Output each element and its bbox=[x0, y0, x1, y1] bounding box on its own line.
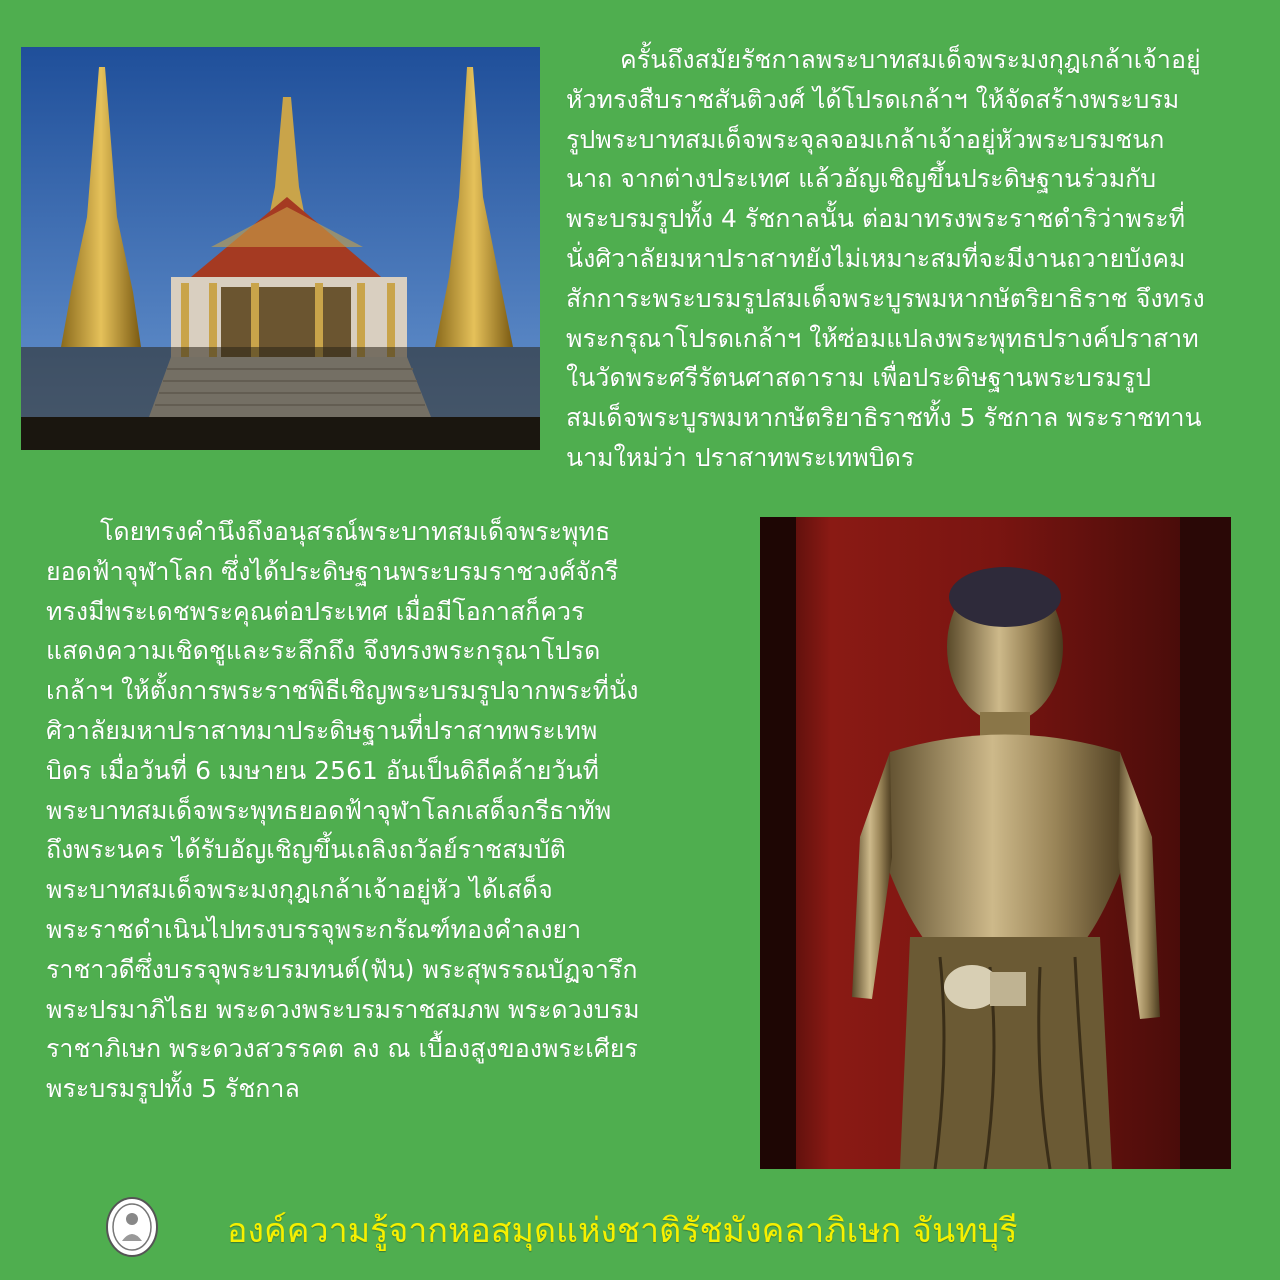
paragraph-line: ทรงมีพระเดชพระคุณต่อประเทศ เมื่อมีโอกาสก็ควร bbox=[46, 596, 585, 626]
paragraph-line: พระบรมรูปทั้ง 4 รัชกาลนั้น ต่อมาทรงพระราชดำริว่าพระที่ bbox=[566, 204, 1186, 234]
paragraph-line: นาถ จากต่างประเทศ แล้วอัญเชิญขึ้นประดิษฐานร่วมกับ bbox=[566, 164, 1157, 194]
paragraph-line: พระราชดำเนินไปทรงบรรจุพระกรัณฑ์ทองคำลงยา bbox=[46, 914, 582, 944]
paragraph-line: สักการะพระบรมรูปสมเด็จพระบูรพมหากษัตริยาธิราช จึงทรง bbox=[566, 283, 1205, 313]
paragraph-line: ถึงพระนคร ได้รับอัญเชิญขึ้นเถลิงถวัลย์ราชสมบัติ bbox=[46, 835, 566, 865]
paragraph-line: ในวัดพระศรีรัตนศาสดาราม เพื่อประดิษฐานพระบรมรูป bbox=[566, 363, 1152, 393]
paragraph-line: สมเด็จพระบูรพมหากษัตริยาธิราชทั้ง 5 รัชกาล พระราชทาน bbox=[566, 403, 1202, 433]
paragraph-line: พระกรุณาโปรดเกล้าฯ ให้ซ่อมแปลงพระพุทธปรางค์ปราสาท bbox=[566, 323, 1199, 353]
statue-illustration bbox=[760, 517, 1231, 1169]
paragraph-line: หัวทรงสืบราชสันติวงศ์ ได้โปรดเกล้าฯ ให้จัดสร้างพระบรม bbox=[566, 84, 1180, 114]
paragraph-line: ราชาวดีซึ่งบรรจุพระบรมทนต์(ฟัน) พระสุพรรณบัฏจารึก bbox=[46, 954, 638, 984]
paragraph-line: พระบาทสมเด็จพระพุทธยอดฟ้าจุฬาโลกเสด็จกรีธาทัพ bbox=[46, 795, 612, 825]
paragraph-line: นามใหม่ว่า ปราสาทพระเทพบิดร bbox=[566, 442, 915, 472]
seal-emblem bbox=[106, 1197, 158, 1257]
history-paragraph-1 bbox=[566, 40, 1256, 478]
library-seal-icon bbox=[106, 1197, 158, 1257]
history-paragraph-2 bbox=[46, 512, 751, 1109]
paragraph-line: ราชาภิเษก พระดวงสวรรคต ลง ณ เบื้องสูงของพระเศียร bbox=[46, 1034, 638, 1064]
paragraph-line: บิดร เมื่อวันที่ 6 เมษายน 2561 อันเป็นดิถีคล้ายวันที่ bbox=[46, 755, 600, 785]
footer-credit: องค์ความรู้จากหอสมุดแห่งชาติรัชมังคลาภิเษก จันทบุรี bbox=[227, 1211, 1018, 1251]
paragraph-line: ครั้นถึงสมัยรัชกาลพระบาทสมเด็จพระมงกุฎเกล้าเจ้าอยู่ bbox=[620, 45, 1201, 74]
statue-photo bbox=[760, 517, 1231, 1169]
paragraph-line: พระบาทสมเด็จพระมงกุฎเกล้าเจ้าอยู่หัว ได้เสด็จ bbox=[46, 875, 553, 905]
paragraph-line: โดยทรงคำนึงถึงอนุสรณ์พระบาทสมเด็จพระพุทธ bbox=[100, 517, 611, 546]
paragraph-line: นั่งศิวาลัยมหาปราสาทยังไม่เหมาะสมที่จะมีงานถวายบังคม bbox=[566, 243, 1186, 273]
paragraph-line: ศิวาลัยมหาปราสาทมาประดิษฐานที่ปราสาทพระเทพ bbox=[46, 715, 598, 745]
paragraph-line: แสดงความเชิดชูและระลึกถึง จึงทรงพระกรุณาโปรด bbox=[46, 636, 601, 666]
paragraph-line: เกล้าฯ ให้ตั้งการพระราชพิธีเชิญพระบรมรูปจากพระที่นั่ง bbox=[46, 676, 639, 706]
paragraph-line: รูปพระบาทสมเด็จพระจุลจอมเกล้าเจ้าอยู่หัวพระบรมชนก bbox=[566, 124, 1165, 154]
temple-illustration bbox=[21, 47, 540, 450]
paragraph-line: ยอดฟ้าจุฬาโลก ซึ่งได้ประดิษฐานพระบรมราชวงศ์จักรี bbox=[46, 556, 619, 586]
paragraph-line: พระปรมาภิไธย พระดวงพระบรมราชสมภพ พระดวงบรม bbox=[46, 994, 640, 1024]
paragraph-line: พระบรมรูปทั้ง 5 รัชกาล bbox=[46, 1074, 300, 1104]
temple-photo bbox=[21, 47, 540, 450]
